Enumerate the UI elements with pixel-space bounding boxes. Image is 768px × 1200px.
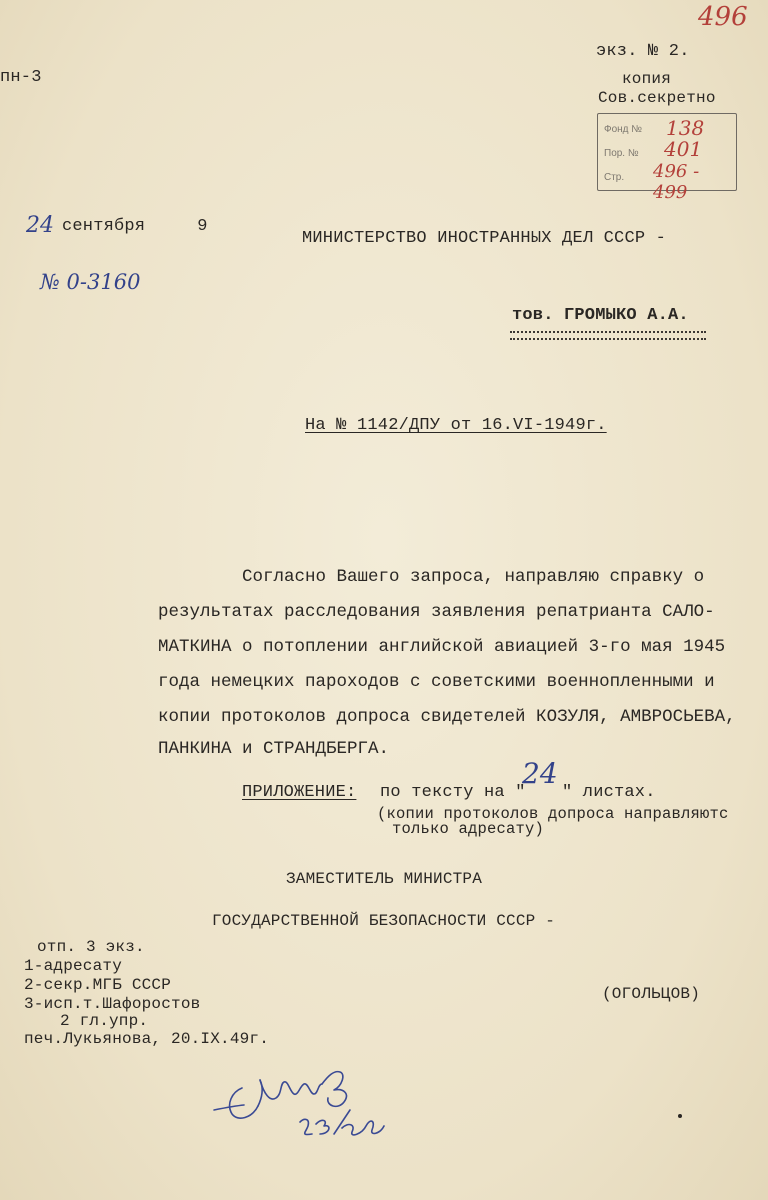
ink-dot	[678, 1114, 682, 1118]
body-line-1: Согласно Вашего запроса, направляю справку о	[242, 567, 705, 587]
stamp-row1-label: Фонд №	[604, 124, 643, 135]
body-line-2: результатах расследования заявления репатрианта САЛО-	[158, 602, 715, 622]
distribution-line-4: 3-исп.т.Шафоростов	[24, 995, 201, 1013]
distribution-line-1: отп. 3 экз.	[37, 938, 145, 956]
distribution-line-2: 1-адресату	[24, 957, 123, 975]
attachment-sheets-handwritten: 24	[522, 757, 558, 790]
stamp-row1-value: 138	[666, 116, 705, 140]
stamp-row2-label: Пор. №	[604, 148, 639, 159]
outgoing-number-handwritten: № 0-3160	[40, 270, 141, 294]
stamp-row2-value: 401	[664, 137, 703, 161]
body-line-6: ПАНКИНА и СТРАНДБЕРГА.	[158, 739, 390, 759]
secrecy-label: Сов.секретно	[598, 89, 716, 107]
handwritten-signature	[200, 1040, 400, 1160]
addressee-underline	[510, 331, 706, 340]
stamp-row3-value: 496 - 499	[653, 161, 700, 203]
page-number-handwritten: 496	[698, 2, 748, 32]
copy-number: экз. № 2.	[596, 42, 690, 61]
distribution-line-3: 2-секр.МГБ СССР	[24, 976, 172, 994]
body-line-5: копии протоколов допроса свидетелей КОЗУЛЯ, АМВРОСЬЕВА,	[158, 707, 736, 727]
signatory-title-line2: ГОСУДАРСТВЕННОЙ БЕЗОПАСНОСТИ СССР -	[212, 912, 556, 930]
reference-line: На № 1142/ДПУ от 16.VI-1949г.	[305, 416, 607, 435]
body-line-3: МАТКИНА о потоплении английской авиацией 3-го мая 1945	[158, 637, 726, 657]
addressee-ministry: МИНИСТЕРСТВО ИНОСТРАННЫХ ДЕЛ СССР -	[302, 229, 667, 248]
stamp-row3-label: Стр.	[604, 172, 625, 183]
date-day-handwritten: 24	[26, 213, 54, 238]
attachment-note-line2: только адресату)	[392, 820, 545, 838]
body-line-4: года немецких пароходов с советскими военнопленными и	[158, 672, 715, 692]
distribution-line-5: 2 гл.упр.	[60, 1012, 149, 1030]
attachment-label: ПРИЛОЖЕНИЕ:	[242, 783, 357, 802]
attachment-note-line1: (копии протоколов допроса направляютс	[377, 805, 729, 823]
distribution-line-6: печ.Лукьянова, 20.IX.49г.	[24, 1030, 270, 1048]
left-code: пн-3	[0, 68, 42, 87]
attachment-text-before: по тексту на "	[380, 783, 526, 802]
addressee-person: тов. ГРОМЫКО А.А.	[512, 306, 689, 325]
signatory-title-line1: ЗАМЕСТИТЕЛЬ МИНИСТРА	[286, 870, 483, 888]
date-month-year: сентября 9	[62, 217, 208, 236]
archive-stamp	[597, 113, 737, 203]
attachment-text-after: " листах.	[562, 783, 656, 802]
signatory-name: (ОГОЛЬЦОВ)	[602, 985, 701, 1003]
copy-label: копия	[622, 70, 672, 88]
